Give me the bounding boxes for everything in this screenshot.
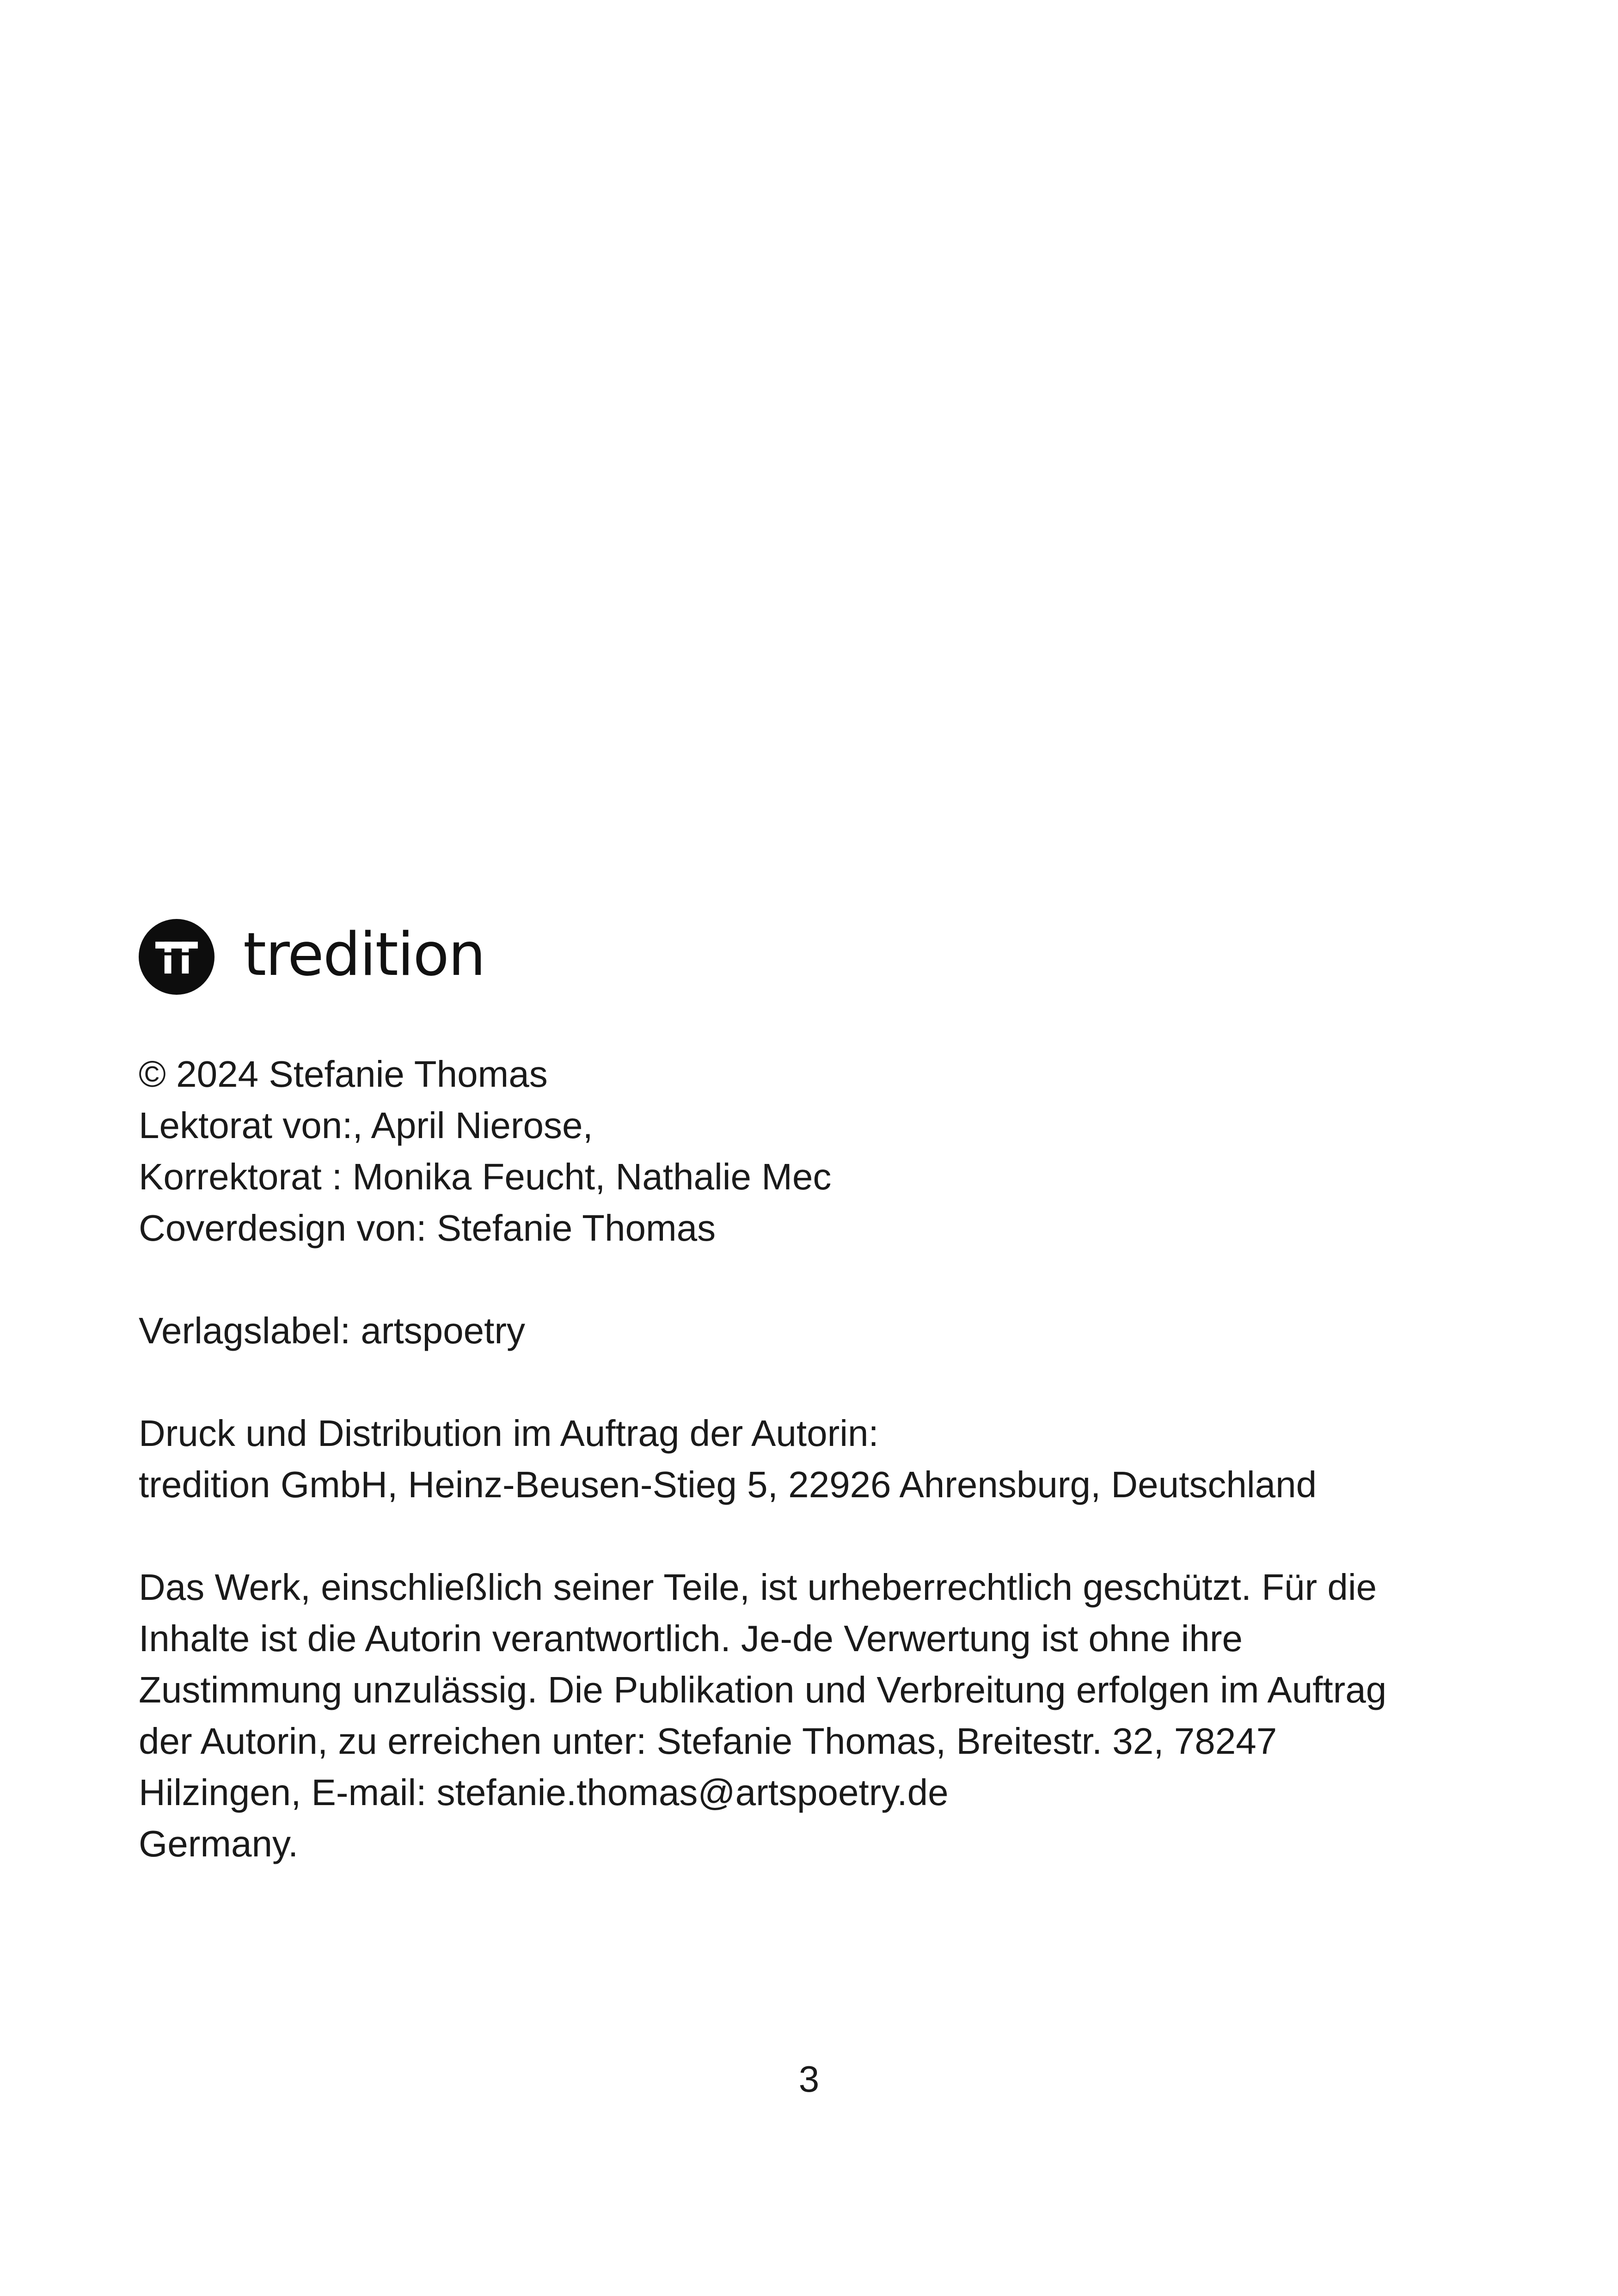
- rights-line: Hilzingen, E-mail: stefanie.thomas@artspoetry.de: [139, 1772, 949, 1813]
- rights-line: Inhalte ist die Autorin verantwortlich. Je-de Verwertung ist ohne ihre: [139, 1618, 1243, 1659]
- spacer: [139, 1510, 1526, 1561]
- publisher-label-line: Verlagslabel: artspoetry: [139, 1310, 526, 1351]
- editing-line: Lektorat von:, April Nierose,: [139, 1105, 593, 1146]
- tredition-logo-icon: [139, 919, 215, 995]
- publisher-logo: [139, 918, 485, 996]
- spacer: [139, 1356, 1526, 1408]
- imprint-block: [139, 1048, 1526, 1869]
- rights-line: Zustimmung unzulässig. Die Publikation und Verbreitung erfolgen im Auftrag: [139, 1669, 1387, 1710]
- cover-design-line: Coverdesign von: Stefanie Thomas: [139, 1207, 716, 1249]
- rights-line: der Autorin, zu erreichen unter: Stefanie Thomas, Breitestr. 32, 78247: [139, 1720, 1277, 1762]
- spacer: [139, 1254, 1526, 1305]
- rights-line: Germany.: [139, 1823, 299, 1864]
- proofreading-line: Korrektorat : Monika Feucht, Nathalie Mec: [139, 1156, 832, 1197]
- distribution-line: Druck und Distribution im Auftrag der Autorin:: [139, 1413, 879, 1454]
- page-number: 3: [798, 2058, 820, 2100]
- publisher-wordmark: tredition: [243, 920, 485, 989]
- distribution-address-line: tredition GmbH, Heinz-Beusen-Stieg 5, 22926 Ahrensburg, Deutschland: [139, 1464, 1317, 1505]
- rights-line: Das Werk, einschließlich seiner Teile, ist urheberrechtlich geschützt. Für die: [139, 1567, 1377, 1608]
- copyright-line: © 2024 Stefanie Thomas: [139, 1053, 548, 1095]
